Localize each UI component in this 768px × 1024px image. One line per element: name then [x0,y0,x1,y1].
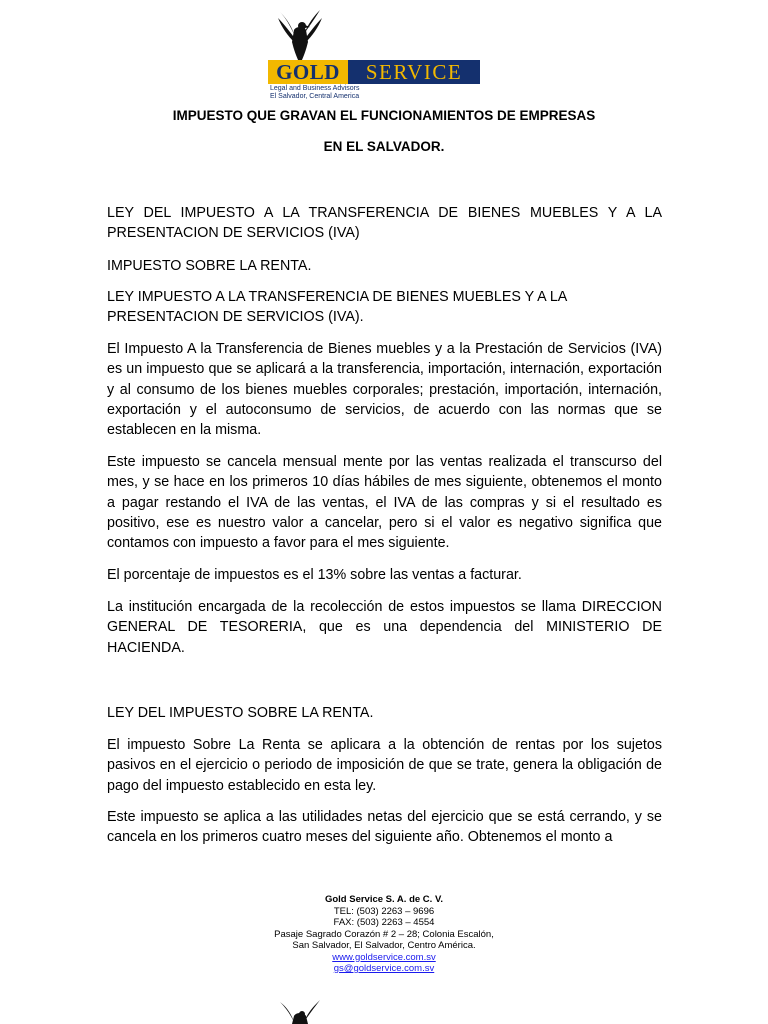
footer-address-line1: Pasaje Sagrado Corazón # 2 – 28; Colonia Escalón, [274,928,494,940]
company-logo [268,8,480,100]
paragraph-iva-institution: La institución encargada de la recolección de estos impuestos se llama DIRECCION GENERAL DE TESORERIA, que es una dependencia del MINISTERIO DE HACIENDA. [107,599,662,656]
heading-income-tax: IMPUESTO SOBRE LA RENTA. [107,258,312,274]
document-title-line1: IMPUESTO QUE GRAVAN EL FUNCIONAMIENTOS DE EMPRESAS [172,108,596,123]
paragraph-iva-payment: Este impuesto se cancela mensual mente por las ventas realizada el transcurso del mes, y se hace en los primeros 10 días hábiles de mes siguiente, obtenemos el monto a pagar restando el IVA de las ventas, el IVA de las compras y si el resultado es positivo, ese es nuestro valor a cancelar, pero si el valor es negativo significa que contamos con impuesto a favor para el mes siguiente. [107,454,662,552]
heading-iva-law: LEY DEL IMPUESTO A LA TRANSFERENCIA DE BIENES MUEBLES Y A LA PRESENTACION DE SERVICIOS (IVA) [107,205,662,242]
document-title-line2: EN EL SALVADOR. [323,139,445,154]
heading-iva-section: LEY IMPUESTO A LA TRANSFERENCIA DE BIENES MUEBLES Y A LA PRESENTACION DE SERVICIOS (IVA). [107,289,567,326]
logo-subtitle [270,85,360,101]
eagle-icon [276,8,324,66]
footer-fax: FAX: (503) 2263 – 4554 [333,917,435,928]
eagle-icon [276,1000,324,1024]
logo-subtitle-line2: El Salvador, Central America [270,93,360,100]
page-footer [0,894,768,975]
footer-company: Gold Service S. A. de C. V. [324,894,444,905]
footer-website-link[interactable]: www.goldservice.com.sv [332,951,436,963]
logo-banner [268,60,480,84]
paragraph-iva-definition: El Impuesto A la Transferencia de Bienes muebles y a la Prestación de Servicios (IVA) es un impuesto que se aplicará a la transferencia, importación, internación, exportación y al consumo de los bienes muebles corporales; prestación, importación, internación, exportación y el autoconsumo de servicios, de acuerdo con las normas que se establecen en la misma. [107,341,662,439]
paragraph-income-tax-payment: Este impuesto se aplica a las utilidades netas del ejercicio que se está cerrando, y se cancela en los primeros cuatro meses del siguiente año. Obtenemos el monto a [107,809,662,846]
footer-address-line2: San Salvador, El Salvador, Centro América. [292,940,476,951]
paragraph-iva-percentage: El porcentaje de impuestos es el 13% sobre las ventas a facturar. [107,567,522,583]
footer-email-link[interactable]: gs@goldservice.com.sv [333,963,435,974]
logo-gold-text: GOLD [268,60,348,84]
paragraph-income-tax-definition: El impuesto Sobre La Renta se aplicara a la obtención de rentas por los sujetos pasivos en el ejercicio o periodo de imposición de que se trate, genera la obligación de pago del impuesto establecido en esta ley. [107,737,662,794]
footer-phone: TEL: (503) 2263 – 9696 [333,905,435,917]
logo-subtitle-line1: Legal and Business Advisors [270,85,360,92]
logo-service-text: SERVICE [348,60,480,84]
heading-income-tax-law: LEY DEL IMPUESTO SOBRE LA RENTA. [107,705,374,721]
